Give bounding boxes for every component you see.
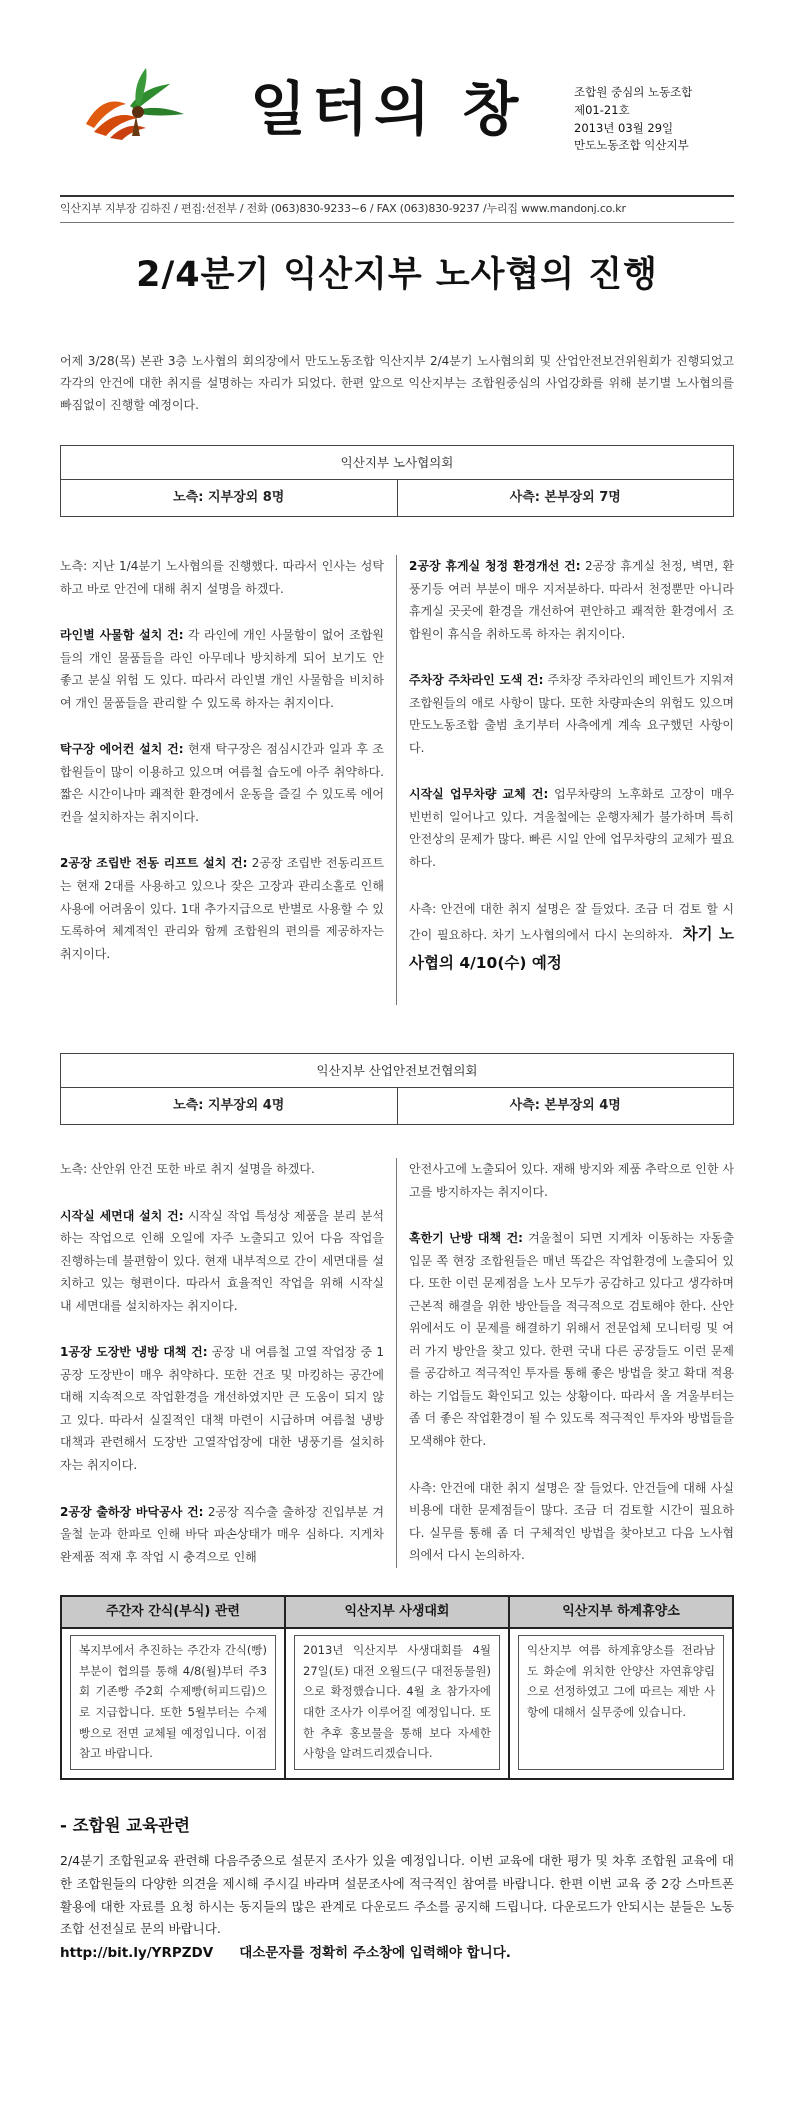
safety-agenda-left <box>60 1158 397 1568</box>
agenda-item: 시작실 업무차량 교체 건: 업무차량의 노후화로 고장이 매우 빈번히 일어나고 있다. 겨울철에는 운행자체가 불가하며 특히 안전상의 문제가 많다. 빠른 시일 안에 업무차량의 교체가 필요하다. <box>409 787 734 870</box>
council-management-side: 사측: 본부장외 7명 <box>397 480 734 516</box>
safety-members <box>61 1088 733 1124</box>
contact-line: 익산지부 지부장 김하진 / 편집:선전부 / 전화 (063)830-9233~6 / FAX (063)830-9237 /누리집 www.mandonj.co.kr <box>60 202 626 215</box>
notice-snack-text: 복지부에서 추진하는 주간자 간식(빵) 부분이 협의를 통해 4/8(월)부터 주3회 기존빵 주2회 수제빵(허피드림)으로 지급합니다. 또한 5월부터는 수제빵으로 전면 교체될 예정입니다. 이점 참고 바랍니다. <box>70 1635 276 1770</box>
council-agenda-left <box>60 555 397 1005</box>
safety-labor-side: 노측: 지부장외 4명 <box>173 1098 285 1113</box>
notice-summer-resort <box>508 1597 732 1778</box>
council-table <box>60 445 734 517</box>
agenda-item: 노측: 산안위 안건 또한 바로 취지 설명을 하겠다. <box>60 1162 315 1176</box>
agenda-item-heading: 2공장 휴게실 청정 환경개선 건: <box>409 559 581 573</box>
agenda-item-heading: 라인별 사물함 설치 건: <box>60 628 184 643</box>
agenda-item: 시작실 세면대 설치 건: 시작실 작업 특성상 제품을 분리 분석하는 작업으로 인해 오일에 자주 노출되고 있어 다음 작업을 진행하는데 불편함이 있다. 현재 내부적으로 간이 세면대를 설치하고 있는 형편이다. 따라서 효율적인 작업을 위해 시작실 내 세면대를 설치하자는 취지이다. <box>60 1208 384 1313</box>
union-logo-icon <box>80 62 190 142</box>
notice-sketch-contest-text: 2013년 익산지부 사생대회를 4월 27일(토) 대전 오월드(구 대전동물원)으로 확정했습니다. 4월 초 참가자에 대한 조사가 이루어질 예정입니다. 또한 추후 홍보물을 통해 보다 자세한 사항을 알려드리겠습니다. <box>294 1635 500 1770</box>
council-labor-side: 노측: 지부장외 8명 <box>173 490 285 505</box>
intro-paragraph: 어제 3/28(목) 본관 3층 노사협의 회의장에서 만도노동조합 익산지부 2/4분기 노사협의회 및 산업안전보건위원회가 진행되었고 각각의 안건에 대한 취지를 설명하는 자리가 되었다. 한편 앞으로 익산지부는 조합원중심의 사업강화를 위해 분기별 노사협의를 빠짐없이 진행할 예정이다. <box>60 354 734 413</box>
agenda-item-heading: 시작실 업무차량 교체 건: <box>409 787 549 802</box>
notice-snack <box>62 1597 284 1778</box>
agenda-item-heading: 주차장 주차라인 도색 건: <box>409 673 544 688</box>
safety-agenda <box>60 1158 734 1568</box>
agenda-item: 안전사고에 노출되어 있다. 재해 방지와 제품 추락으로 인한 사고를 방지하자는 취지이다. <box>409 1162 734 1199</box>
header-divider <box>60 195 734 197</box>
issue-number: 제01-21호 <box>574 102 630 117</box>
agenda-item-heading: 1공장 도장반 냉방 대책 건: <box>60 1345 208 1360</box>
notice-summer-resort-title: 익산지부 하계휴양소 <box>510 1597 732 1629</box>
agenda-item: 탁구장 에어컨 설치 건: 현재 탁구장은 점심시간과 일과 후 조합원들이 많이 이용하고 있으며 여름철 습도에 아주 취약하다. 짧은 시간이나마 쾌적한 환경에서 운동을 즐길 수 있도록 에어컨을 설치하자는 취지이다. <box>60 742 384 824</box>
education-download <box>60 1942 734 1965</box>
council-title: 익산지부 노사협의회 <box>61 446 733 480</box>
notice-summer-resort-text: 익산지부 여름 하계휴양소를 전라남도 화순에 위치한 안양산 자연휴양림으로 선정하였고 그에 따르는 제반 사항에 대해서 실무중에 있습니다. <box>518 1635 724 1770</box>
notice-boxes <box>60 1595 734 1780</box>
issue-date: 2013년 03월 29일 <box>574 120 674 135</box>
download-note: 대소문자를 정확히 주소창에 입력해야 합니다. <box>239 1945 511 1961</box>
masthead <box>60 0 734 153</box>
newsletter-title: 일터의 창 <box>250 75 525 143</box>
council-members <box>61 480 733 516</box>
agenda-item-heading: 시작실 세면대 설치 건: <box>60 1208 184 1223</box>
notice-sketch-contest-title: 익산지부 사생대회 <box>286 1597 508 1629</box>
safety-table <box>60 1053 734 1125</box>
agenda-item: 1공장 도장반 냉방 대책 건: 공장 내 여름철 고열 작업장 중 1공장 도장반이 매우 취약하다. 또한 건조 및 마킹하는 공간에 대해 지속적으로 작업환경을 개선하였지만 큰 도움이 되지 않고 있다. 따라서 실질적인 대책 마련이 시급하며 여름철 냉방대책과 관련해서 도장반 고열작업장에 대한 냉풍기를 설치하자는 취지이다. <box>60 1345 384 1473</box>
agenda-item: 노측: 지난 1/4분기 노사협의를 진행했다. 따라서 인사는 성탁하고 바로 안건에 대해 취지 설명을 하겠다. <box>60 559 384 596</box>
download-link[interactable]: http://bit.ly/YRPZDV <box>60 1945 214 1961</box>
agenda-item-heading: 2공장 출하장 바닥공사 건: <box>60 1504 204 1519</box>
issue-slogan: 조합원 중심의 노동조합 <box>574 85 693 99</box>
safety-management-side: 사측: 본부장외 4명 <box>397 1088 734 1124</box>
council-agenda <box>60 555 734 1005</box>
agenda-item: 2공장 조립반 전동 리프트 설치 건: 2공장 조립반 전동리프트는 현재 2대를 사용하고 있으나 잦은 고장과 관리소홀로 인해 사용에 어려움이 있다. 1대 추가지급으로 반별로 사용할 수 있도록하여 체계적인 관리와 함께 조합원의 편의를 제공하자는 취지이다. <box>60 856 385 961</box>
agenda-item-heading: 탁구장 에어컨 설치 건: <box>60 742 184 757</box>
contact-divider <box>60 222 734 223</box>
council-agenda-right <box>397 555 734 1005</box>
safety-agenda-right <box>397 1158 734 1568</box>
notice-snack-title: 주간자 간식(부식) 관련 <box>62 1597 284 1629</box>
next-meeting-date: 차기 노사협의 4/10(수) 예정 <box>409 925 734 973</box>
notice-sketch-contest <box>284 1597 508 1778</box>
education-title: - 조합원 교육관련 <box>60 1816 190 1835</box>
management-response: 사측: 안건에 대한 취지 설명은 잘 들었다. 조금 더 검토 할 시간이 필요하다. 차기 노사협의에서 다시 논의하자. 차기 노사협의 4/10(수) 예정 <box>409 901 734 973</box>
agenda-item: 혹한기 난방 대책 건: 겨울철이 되면 지게차 이동하는 자동출입문 쪽 현장 조합원들은 매년 똑같은 작업환경에 노출되어 있다. 또한 이런 문제점을 노사 모두가 공감하고 있다고 생각하며 근본적 해결을 위한 방안들을 적극적으로 검토해야 한다. 산안위에서도 이 문제를 해결하기 위해서 전문업체 모니터링 및 여러 가지 방안을 찾고 있다. 한편 국내 다른 공장들도 이런 문제를 공감하고 적극적인 투자를 통해 좋은 방법을 찾고 확대 적용하는 기업들도 확인되고 있는 상황이다. 따라서 올 겨울부터는 좀 더 좋은 작업환경이 될 수 있도록 적극적인 투자와 방법들을 모색해야 한다. <box>409 1231 734 1449</box>
safety-title: 익산지부 산업안전보건협의회 <box>61 1054 733 1088</box>
agenda-item: 2공장 출하장 바닥공사 건: 2공장 직수출 출하장 진입부분 겨울철 눈과 한파로 인해 바닥 파손상태가 매우 심하다. 지게차 완제품 적재 후 작업 시 충격으로 인해 <box>60 1504 385 1564</box>
agenda-item: 주차장 주차라인 도색 건: 주차장 주차라인의 페인트가 지워져 조합원들의 애로 사항이 많다. 또한 차량파손의 위험도 있으며 만도노동조합 출범 초기부터 사측에게 계속 요구했던 사항이다. <box>409 673 734 755</box>
issue-publisher: 만도노동조합 익산지부 <box>574 138 689 153</box>
agenda-item-heading: 혹한기 난방 대책 건: <box>409 1231 523 1246</box>
agenda-item: 라인별 사물함 설치 건: 각 라인에 개인 사물함이 없어 조합원들의 개인 물품들을 라인 아무데나 방치하게 되어 보기도 안 좋고 분실 위험 도 있다. 따라서 라인별 개인 사물함을 비치하여 개인 물품들을 관리할 수 있도록 하자는 취지이다. <box>60 628 384 710</box>
agenda-item: 2공장 휴게실 청정 환경개선 건: 2공장 휴게실 천정, 벽면, 환풍기등 여러 부분이 매우 지저분하다. 따라서 천정뿐만 아니라 휴게실 곳곳에 환경을 개선하여 편안하고 쾌적한 환경에서 조합원이 휴식을 취하도록 하자는 취지이다. <box>409 559 734 641</box>
education-body: 2/4분기 조합원교육 관련해 다음주중으로 설문지 조사가 있을 예정입니다. 이번 교육에 대한 평가 및 차후 조합원 교육에 대한 조합원들의 다양한 의견을 제시해 주시길 바라며 설문조사에 적극적인 참여를 바랍니다. 한편 이번 교육 중 2강 스마트폰 활용에 대한 자료를 요청 하시는 동지들의 많은 관계로 다운로드 주소를 공지해 드립니다. 다운로드가 안되시는 분들은 노동조합 선전실로 문의 바랍니다. <box>60 1853 734 1937</box>
agenda-item-heading: 2공장 조립반 전동 리프트 설치 건: <box>60 856 248 871</box>
headline: 2/4분기 익산지부 노사협의 진행 <box>136 255 658 295</box>
management-response: 사측: 안건에 대한 취지 설명은 잘 들었다. 안건들에 대해 사실 비용에 대한 문제점들이 많다. 조금 더 검토할 시간이 필요하다. 실무를 통해 좀 더 구체적인 방법을 찾아보고 다음 노사협의에서 다시 논의하자. <box>409 1480 734 1563</box>
issue-info <box>574 84 734 155</box>
